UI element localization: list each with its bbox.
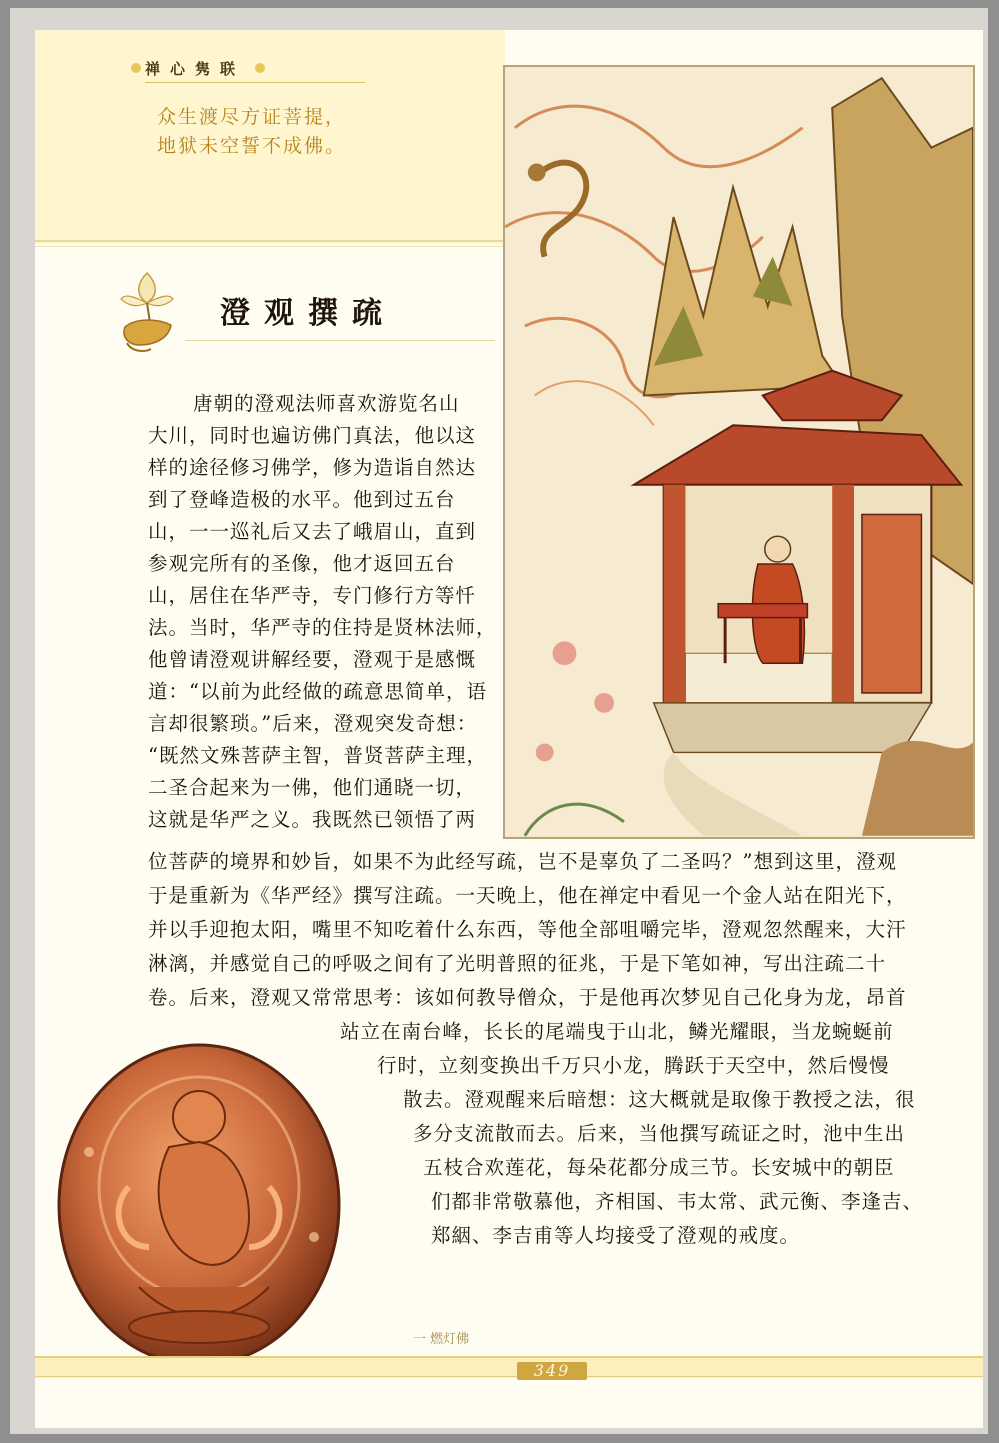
article-line: 位菩萨的境界和妙旨，如果不为此经写疏，岂不是辜负了二圣吗？”想到这里，澄观 [148,850,897,873]
page-frame [10,8,988,1434]
header-rule-secondary [35,246,505,247]
article-line: “既然文殊菩萨主智，普贤菩萨主理， [148,744,487,767]
article-line: 卷。后来，澄观又常常思考：该如何教导僧众，于是他再次梦见自己化身为龙，昂首 [148,986,907,1009]
header-rule [35,240,505,242]
hand-holding-lotus-icon [107,265,187,355]
article-line: 淋漓，并感觉自己的呼吸之间有了光明普照的征兆，于是下笔如神，写出注疏二十 [148,952,887,975]
article-line: 行时，立刻变换出千万只小龙，腾跃于天空中，然后慢慢 [377,1054,890,1077]
article-line: 于是重新为《华严经》撰写注疏。一天晚上，他在禅定中看见一个金人站在阳光下， [148,884,907,907]
dipankara-buddha-medallion-image [49,1037,344,1367]
article-line: 这就是华严之义。我既然已领悟了两 [148,808,477,831]
article-line: 样的途径修习佛学，修为造诣自然达 [148,456,477,479]
header-divider [145,82,365,83]
article-line: 二圣合起来为一佛，他们通晓一切， [148,776,477,799]
article-line: 大川，同时也遍访佛门真法，他以这 [148,424,477,447]
article-line: 道：“以前为此经做的疏意思简单，语 [148,680,487,703]
article-line: 站立在南台峰，长长的尾端曳于山北，鳞光耀眼，当龙蜿蜒前 [340,1020,894,1043]
article-line: 多分支流散而去。后来，当他撰写疏证之时，池中生出 [413,1122,906,1145]
article-line: 五枝合欢莲花，每朵花都分成三节。长安城中的朝臣 [423,1156,895,1179]
page-number: 349 [533,1361,571,1380]
article-line: 法。当时，华严寺的住持是贤林法师， [148,616,497,639]
footer-rule [35,1356,983,1358]
article-line: 山，一一巡礼后又去了峨眉山，直到 [148,520,477,543]
footer-band [35,1356,983,1378]
article-line: 参观完所有的圣像，他才返回五台 [148,552,456,575]
article-line: 他曾请澄观讲解经要，澄观于是感慨 [148,648,477,671]
article-line: 散去。澄观醒来后暗想：这大概就是取像于教授之法，很 [403,1088,916,1111]
painting-monk-writing-image [503,65,975,839]
series-title: 禅心隽联 [145,60,246,78]
title-underline [185,340,495,341]
article-line: 郑絪、李吉甫等人均接受了澄观的戒度。 [431,1224,801,1247]
article-title: 澄观撰疏 [220,296,396,331]
image-caption: 一 燃灯佛 [413,1332,470,1347]
lotus-dot-icon [131,63,141,73]
book-page [35,30,983,1428]
article-line: 唐朝的澄观法师喜欢游览名山 [193,392,460,415]
couplet-line-2: 地狱未空誓不成佛。 [157,135,347,157]
couplet-line-1: 众生渡尽方证菩提， [157,106,347,128]
footer-rule-secondary [35,1376,983,1377]
article-line: 言却很繁琐。”后来，澄观突发奇想： [148,712,478,735]
article-line: 到了登峰造极的水平。他到过五台 [148,488,456,511]
article-line: 并以手迎抱太阳，嘴里不知吃着什么东西，等他全部咀嚼完毕，澄观忽然醒来，大汗 [148,918,907,941]
article-line: 们都非常敬慕他，齐相国、韦太常、武元衡、李逢吉、 [431,1190,924,1213]
article-line: 山，居住在华严寺，专门修行方等忏 [148,584,477,607]
lotus-dot-icon [255,63,265,73]
